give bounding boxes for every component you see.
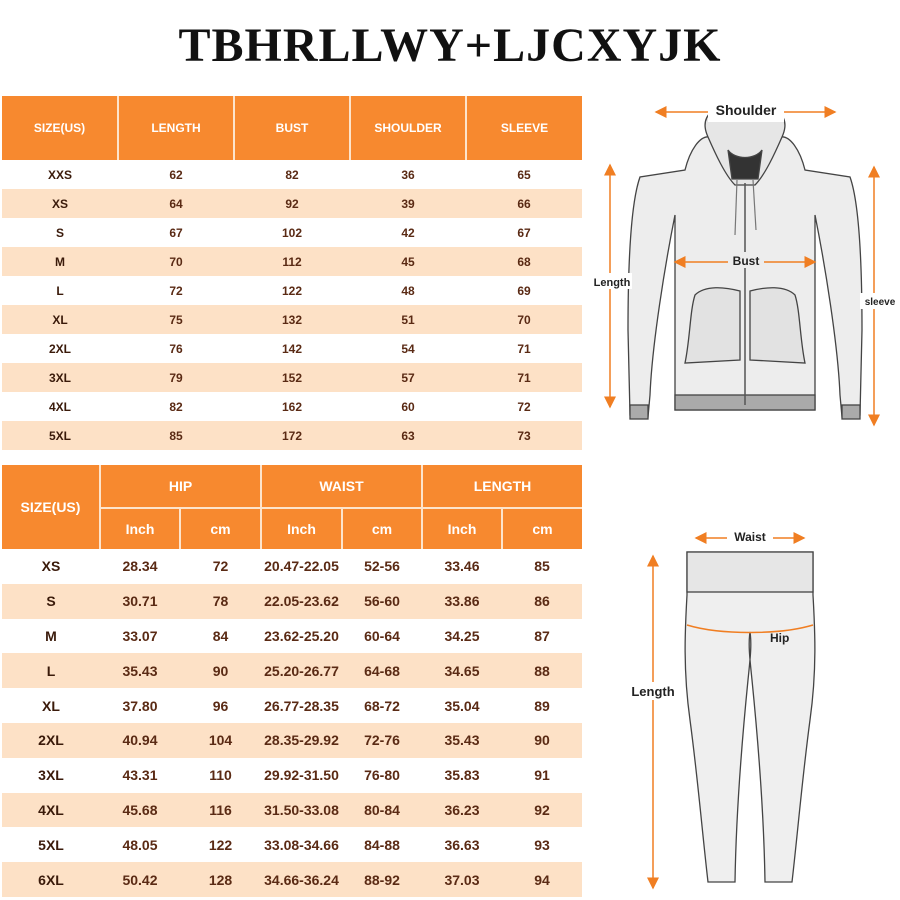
table-cell: 43.31	[100, 758, 180, 793]
hoodie-label-shoulder: Shoulder	[715, 102, 777, 118]
table-cell: 122	[234, 276, 350, 305]
table-cell: 96	[180, 688, 261, 723]
group-header-length: LENGTH	[422, 465, 582, 508]
table-cell: 2XL	[2, 334, 118, 363]
table-cell: 84	[180, 619, 261, 654]
table-row	[2, 653, 582, 688]
bottom-table-size-header: SIZE(US)	[2, 465, 100, 549]
table-row	[2, 160, 582, 189]
table-cell: 20.47-22.05	[261, 549, 342, 584]
table-cell: 45	[350, 247, 466, 276]
table-cell: 34.65	[422, 653, 502, 688]
table-cell: 66	[466, 189, 582, 218]
table-cell: 84-88	[342, 827, 422, 862]
table-row	[2, 189, 582, 218]
table-cell: 51	[350, 305, 466, 334]
table-cell: 132	[234, 305, 350, 334]
table-row	[2, 723, 582, 758]
table-cell: 60	[350, 392, 466, 421]
table-cell: 2XL	[2, 723, 100, 758]
table-cell: XS	[2, 189, 118, 218]
table-cell: 36.63	[422, 827, 502, 862]
table-cell: 82	[118, 392, 234, 421]
hoodie-label-length: Length	[593, 277, 631, 289]
table-cell: 39	[350, 189, 466, 218]
table-cell: 92	[234, 189, 350, 218]
table-cell: 33.08-34.66	[261, 827, 342, 862]
table-row	[2, 862, 582, 897]
table-row	[2, 363, 582, 392]
table-cell: 68	[466, 247, 582, 276]
table-row	[2, 827, 582, 862]
top-size-table	[2, 96, 582, 450]
table-cell: 172	[234, 421, 350, 450]
table-cell: M	[2, 619, 100, 654]
subheader-waist-cm: cm	[342, 508, 422, 549]
table-cell: 33.46	[422, 549, 502, 584]
table-cell: 54	[350, 334, 466, 363]
table-cell: 70	[466, 305, 582, 334]
top-table-body	[2, 160, 582, 450]
hoodie-label-sleeve: sleeve	[864, 297, 896, 308]
table-cell: 68-72	[342, 688, 422, 723]
table-cell: 33.07	[100, 619, 180, 654]
table-row	[2, 549, 582, 584]
table-cell: 72	[466, 392, 582, 421]
table-cell: 86	[502, 584, 582, 619]
table-row	[2, 218, 582, 247]
table-cell: 34.25	[422, 619, 502, 654]
table-cell: XL	[2, 305, 118, 334]
bottom-table-body	[2, 549, 582, 897]
leggings-body	[685, 552, 815, 882]
table-cell: 48	[350, 276, 466, 305]
table-cell: 57	[350, 363, 466, 392]
table-cell: 102	[234, 218, 350, 247]
table-cell: 128	[180, 862, 261, 897]
table-cell: 25.20-26.77	[261, 653, 342, 688]
leggings-label-waist: Waist	[734, 530, 766, 544]
table-cell: 40.94	[100, 723, 180, 758]
table-cell: 36.23	[422, 793, 502, 828]
table-cell: 92	[502, 793, 582, 828]
table-cell: 73	[466, 421, 582, 450]
table-row	[2, 334, 582, 363]
top-table-header-3: SHOULDER	[350, 96, 466, 160]
leggings-illustration	[590, 520, 900, 900]
table-cell: M	[2, 247, 118, 276]
table-row	[2, 421, 582, 450]
table-cell: 35.43	[422, 723, 502, 758]
table-cell: 48.05	[100, 827, 180, 862]
table-cell: 50.42	[100, 862, 180, 897]
table-cell: 75	[118, 305, 234, 334]
table-cell: 3XL	[2, 758, 100, 793]
table-cell: 162	[234, 392, 350, 421]
table-cell: 104	[180, 723, 261, 758]
bottom-size-table	[2, 465, 582, 897]
table-cell: 64-68	[342, 653, 422, 688]
table-row	[2, 793, 582, 828]
table-cell: 91	[502, 758, 582, 793]
table-cell: 28.35-29.92	[261, 723, 342, 758]
table-cell: 116	[180, 793, 261, 828]
table-cell: 79	[118, 363, 234, 392]
table-row	[2, 276, 582, 305]
subheader-hip-inch: Inch	[100, 508, 180, 549]
table-cell: L	[2, 653, 100, 688]
top-table-header-1: LENGTH	[118, 96, 234, 160]
table-cell: 36	[350, 160, 466, 189]
table-cell: 42	[350, 218, 466, 247]
table-cell: 112	[234, 247, 350, 276]
table-cell: 93	[502, 827, 582, 862]
table-cell: 34.66-36.24	[261, 862, 342, 897]
table-cell: 72	[180, 549, 261, 584]
table-cell: 4XL	[2, 392, 118, 421]
table-cell: 45.68	[100, 793, 180, 828]
table-cell: 78	[180, 584, 261, 619]
table-cell: S	[2, 584, 100, 619]
table-cell: 76	[118, 334, 234, 363]
table-cell: 60-64	[342, 619, 422, 654]
table-cell: 67	[118, 218, 234, 247]
table-cell: 122	[180, 827, 261, 862]
table-cell: 28.34	[100, 549, 180, 584]
table-row	[2, 305, 582, 334]
subheader-waist-inch: Inch	[261, 508, 342, 549]
table-cell: 64	[118, 189, 234, 218]
table-cell: XL	[2, 688, 100, 723]
table-cell: 85	[502, 549, 582, 584]
table-cell: 37.80	[100, 688, 180, 723]
table-cell: 56-60	[342, 584, 422, 619]
table-cell: 63	[350, 421, 466, 450]
bottom-table-group-row	[2, 465, 582, 508]
table-cell: 152	[234, 363, 350, 392]
table-cell: XXS	[2, 160, 118, 189]
table-cell: 33.86	[422, 584, 502, 619]
table-cell: 69	[466, 276, 582, 305]
group-header-hip: HIP	[100, 465, 261, 508]
table-cell: 110	[180, 758, 261, 793]
table-cell: S	[2, 218, 118, 247]
page-title: TBHRLLWY+LJCXYJK	[178, 19, 722, 72]
table-cell: 35.04	[422, 688, 502, 723]
table-cell: 5XL	[2, 827, 100, 862]
table-cell: 72	[118, 276, 234, 305]
table-cell: 70	[118, 247, 234, 276]
table-cell: 89	[502, 688, 582, 723]
leggings-label-hip: Hip	[770, 631, 790, 645]
table-cell: 29.92-31.50	[261, 758, 342, 793]
table-cell: 142	[234, 334, 350, 363]
table-cell: 23.62-25.20	[261, 619, 342, 654]
table-cell: 76-80	[342, 758, 422, 793]
group-header-waist: WAIST	[261, 465, 422, 508]
table-cell: 35.43	[100, 653, 180, 688]
table-row	[2, 247, 582, 276]
table-cell: 71	[466, 334, 582, 363]
table-row	[2, 392, 582, 421]
table-cell: 90	[502, 723, 582, 758]
table-cell: 90	[180, 653, 261, 688]
table-cell: 94	[502, 862, 582, 897]
top-table-header-2: BUST	[234, 96, 350, 160]
table-cell: XS	[2, 549, 100, 584]
table-cell: 82	[234, 160, 350, 189]
table-cell: L	[2, 276, 118, 305]
table-cell: 62	[118, 160, 234, 189]
hoodie-illustration	[590, 95, 900, 445]
subheader-length-inch: Inch	[422, 508, 502, 549]
table-row	[2, 619, 582, 654]
table-row	[2, 758, 582, 793]
table-cell: 80-84	[342, 793, 422, 828]
table-cell: 22.05-23.62	[261, 584, 342, 619]
table-cell: 87	[502, 619, 582, 654]
top-table-header-row	[2, 96, 582, 160]
table-cell: 71	[466, 363, 582, 392]
top-table-header-0: SIZE(US)	[2, 96, 118, 160]
table-cell: 30.71	[100, 584, 180, 619]
table-cell: 3XL	[2, 363, 118, 392]
table-row	[2, 688, 582, 723]
table-cell: 72-76	[342, 723, 422, 758]
table-cell: 31.50-33.08	[261, 793, 342, 828]
table-cell: 67	[466, 218, 582, 247]
table-cell: 65	[466, 160, 582, 189]
table-cell: 37.03	[422, 862, 502, 897]
table-cell: 6XL	[2, 862, 100, 897]
subheader-hip-cm: cm	[180, 508, 261, 549]
leggings-label-length: Length	[631, 684, 675, 699]
top-table-header-4: SLEEVE	[466, 96, 582, 160]
table-cell: 52-56	[342, 549, 422, 584]
table-cell: 88-92	[342, 862, 422, 897]
table-cell: 85	[118, 421, 234, 450]
table-row	[2, 584, 582, 619]
table-cell: 35.83	[422, 758, 502, 793]
table-cell: 88	[502, 653, 582, 688]
subheader-length-cm: cm	[502, 508, 582, 549]
table-cell: 26.77-28.35	[261, 688, 342, 723]
table-cell: 4XL	[2, 793, 100, 828]
table-cell: 5XL	[2, 421, 118, 450]
hoodie-label-bust: Bust	[732, 254, 760, 268]
